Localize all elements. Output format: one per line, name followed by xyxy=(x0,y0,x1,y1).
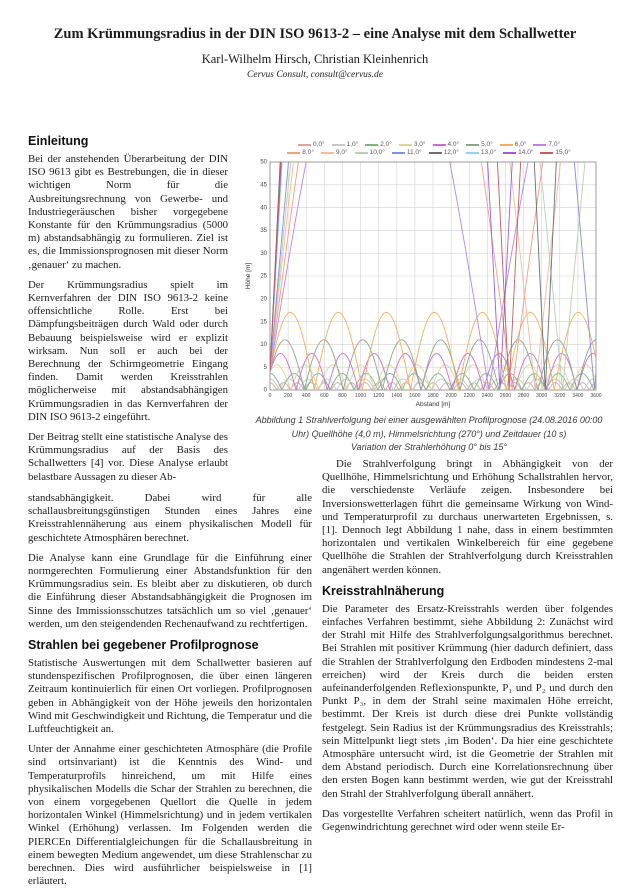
legend-swatch xyxy=(433,144,446,146)
paragraph: Statistische Auswertungen mit dem Schallwetter basieren auf stundenspezifischen Profilprognosen, die über einen längeren Zeitraum kontinuierlich für einen Ort vorliegen. Profilprognosen geben in Abhängigkeit von der Höhe jeweils den horizontalen Wind mit Geschwindigkeit und Richtung, die Temperatur und die Luftfeuchtigkeit an. xyxy=(28,657,312,736)
legend-entry xyxy=(533,141,560,148)
legend-entry xyxy=(392,149,422,156)
paragraph: Die Strahlverfolgung bringt in Abhängigkeit von der Quellhöhe, Himmelsrichtung und Erhöhung Schallstrahlen hervor, die verschiedenste Verläufe zeigen. Insbesondere bei Inversionswetterlagen führt die gemeinsame Wirkung von Wind- und Temperaturprofil zu durchaus unerwarteten Ergebnissen, s. [1]. Dennoch legt Abbildung 1 nahe, dass in einem bestimmten horizontalen und vertikalen Winkelbereich für eine gegebene Quellhöhe die Strahlen der Strahlverfolgung durch Kreisstrahlen angenähert werden können. xyxy=(322,458,613,576)
legend-swatch xyxy=(429,152,442,154)
legend-entry xyxy=(466,141,493,148)
legend-label: 12,0° xyxy=(443,149,459,156)
legend-label: 4,0° xyxy=(447,141,460,148)
paper-affiliation: Cervus Consult, consult@cervus.de xyxy=(247,70,383,80)
figure-caption-line: Variation der Strahlerhöhung 0° bis 15° xyxy=(351,442,507,452)
column-upper-left xyxy=(28,131,228,491)
paper-header xyxy=(0,26,630,80)
section-heading-einleitung: Einleitung xyxy=(28,134,89,148)
chart-canvas xyxy=(240,158,618,410)
legend-entry xyxy=(433,141,460,148)
legend-swatch xyxy=(500,144,513,146)
legend-entry xyxy=(355,149,385,156)
paragraph: Die Parameter des Ersatz-Kreisstrahls werden über folgendes einfaches Verfahren bestimmt, siehe Abbildung 2: Zunächst wird der Strahl mit Hilfe des Strahlverfolgungsalgorithmus berechnet. Bei Strahlen mit positiver Krümmung (hier dadurch definiert, dass die Strahlen der Strahlverfolgung den Erdboden mindestens 2-mal erreichen) wird der Kreis durch die beiden ersten aufeinanderfolgenden Reflexionspunkte, P₁ und P₂ und durch den Punkt P₃, in dem der Strahl seine maximalen Höhe erreicht, bestimmt. Der Kreis ist durch diese drei Punkte vollständig festgelegt. Sein Radius ist der Krümmungsradius des Kreisstrahls; sein Mittelpunkt liegt stets ‚im Boden‘. Da hier eine geschichtete Atmosphäre untersucht wird, ist die Geometrie der Strahlen mit dem Abstand periodisch. Durch eine Korrelationsrechnung über den ersten Bogen kann bestimmt werden, wie gut der Kreisstrahl den Strahl der Strahlverfolgung überall annähert. xyxy=(322,602,613,800)
paper-authors: Karl-Wilhelm Hirsch, Christian Kleinhenrich xyxy=(201,52,429,66)
legend-swatch xyxy=(321,152,334,154)
paragraph: Das vorgestellte Verfahren scheitert natürlich, wenn das Profil in Gegenwindrichtung gerechnet wird oder wenn steile Er- xyxy=(322,807,613,834)
legend-entry xyxy=(321,149,348,156)
figure-caption-line: Abbildung 1 Strahlverfolgung bei einer ausgewählten Profilprognose (24.08.2016 00:00 xyxy=(255,415,603,425)
legend-label: 1,0° xyxy=(346,141,359,148)
paragraph: Die Analyse kann eine Grundlage für die Einführung einer normgerechten Formulierung einer Abstandsfunktion für den Krümmungsradius sein. Es bleibt aber zu diskutieren, ob durch die Einführung dieser Abstandsabhängigkeit die Prognosen im Sinne des Immissionsschutzes tatsächlich um so viel ‚genauer‘ werden, um den steigendenden Rechenaufwand zu rechtfertigen. xyxy=(28,551,312,630)
legend-entry xyxy=(503,149,533,156)
legend-entry xyxy=(287,149,314,156)
legend-label: 2,0° xyxy=(380,141,392,148)
legend-label: 14,0° xyxy=(518,149,534,156)
legend-swatch xyxy=(540,152,553,154)
legend-label: 11,0° xyxy=(406,149,422,156)
legend-entry xyxy=(540,149,570,156)
legend-swatch xyxy=(298,144,311,146)
legend-label: 15,0° xyxy=(555,149,571,156)
legend-swatch xyxy=(399,144,412,146)
legend-label: 0,0° xyxy=(312,141,325,148)
paragraph: Der Krümmungsradius spielt im Kernverfahren der DIN ISO 9613-2 keine offensichtliche Rolle. Erst bei Dämpfungsbeiträgen durch Wald oder durch Bebauung beispielsweise wird er explizit wirksam. Nun soll er auch bei der Berechnung der Schirmgeometrie Eingang finden. Damit werden Kreisstrahlen möglicherweise mit abstandsabhängigen Krümmungsradien in das Kernverfahren der DIN ISO 9613-2 eingeführt. xyxy=(28,278,228,423)
paragraph: standsabhängigkeit. Dabei wird für alle schallausbreitungsgünstigen Stunden eines Jahres eine Kreisstrahlennäherung aus einem physikalischen Modell für geschichtete Atmosphären berechnet. xyxy=(28,492,312,544)
chart-legend-row xyxy=(287,149,570,156)
legend-label: 10,0° xyxy=(369,149,385,156)
legend-swatch xyxy=(287,152,300,154)
legend-label: 5,0° xyxy=(481,141,493,148)
legend-swatch xyxy=(466,152,479,154)
legend-label: 6,0° xyxy=(514,141,527,148)
legend-entry xyxy=(298,141,325,148)
legend-swatch xyxy=(355,152,368,154)
legend-label: 13,0° xyxy=(480,149,497,156)
legend-entry xyxy=(466,149,496,156)
figure-caption-line: Uhr) Quellhöhe (4,0 m), Himmelsrichtung (270°) und Zeitdauer (10 s) xyxy=(291,428,567,439)
legend-entry xyxy=(399,141,426,148)
legend-label: 8,0° xyxy=(302,149,314,156)
chart-legend-row xyxy=(298,141,560,148)
paragraph: Unter der Annahme einer geschichteten Atmosphäre (die Profile sind ortsinvariant) ist die Kenntnis des Wind- und Temperaturprofils hinreichend, um mit Hilfe eines physikalischen Modells die Schar der Strahlen zu berechnen, die von einem vorgegebenen Quellort die Quelle in jedem horizontalen Winkel (Himmelsrichtung) und in jedem vertikalen Winkel (Erhöhung) verlassen. Im Folgenden werden die PIERCEn Differentialgleichungen für die Schallausbreitung in einem bewegten Medium angewendet, um diese Strahlenschar zu berechnen. Dies wird ausführlicher beispielsweise in [1] erläutert. xyxy=(28,743,312,888)
legend-swatch xyxy=(392,152,405,154)
legend-swatch xyxy=(466,144,479,146)
section-heading-strahlen: Strahlen bei gegebener Profilprognose xyxy=(28,638,259,653)
legend-entry xyxy=(332,141,359,148)
legend-entry xyxy=(429,149,459,156)
column-lower-right xyxy=(322,458,613,841)
legend-swatch xyxy=(332,144,345,146)
legend-label: 9,0° xyxy=(335,149,348,156)
legend-label: 3,0° xyxy=(413,141,426,148)
legend-label: 7,0° xyxy=(548,141,561,148)
section-heading-kreisstrahl: Kreisstrahlnäherung xyxy=(322,583,445,598)
figure-caption xyxy=(240,414,618,455)
figure-1 xyxy=(240,141,618,455)
paragraph: Bei der anstehenden Überarbeitung der DIN ISO 9613 gibt es Bestrebungen, die in dieser wichtigen Norm für die Ausbreitungsrechnung von Gewerbe- und Industriegeräuschen bisher vorgegebene Konstante für den Krümmungsradius (5000 m) abstandsabhängig zu formulieren. Ziel ist es, die Immissionsprognosen mit dieser Norm ‚genauer‘ zu machen. xyxy=(28,153,228,271)
paper-title: Zum Krümmungsradius in der DIN ISO 9613-2 – eine Analyse mit dem Schallwetter xyxy=(53,26,577,42)
paragraph: Der Beitrag stellt eine statistische Analyse des Krümmungsradius auf der Basis des Schallwetters [4] vor. Diese Analyse erlaubt belastbare Aussagen zu dieser Ab- xyxy=(28,431,228,483)
chart-legend xyxy=(240,141,618,156)
legend-entry xyxy=(500,141,527,148)
legend-swatch xyxy=(365,144,378,146)
legend-swatch xyxy=(503,152,516,154)
legend-swatch xyxy=(533,144,546,146)
column-lower-left xyxy=(28,492,312,890)
legend-entry xyxy=(365,141,392,148)
